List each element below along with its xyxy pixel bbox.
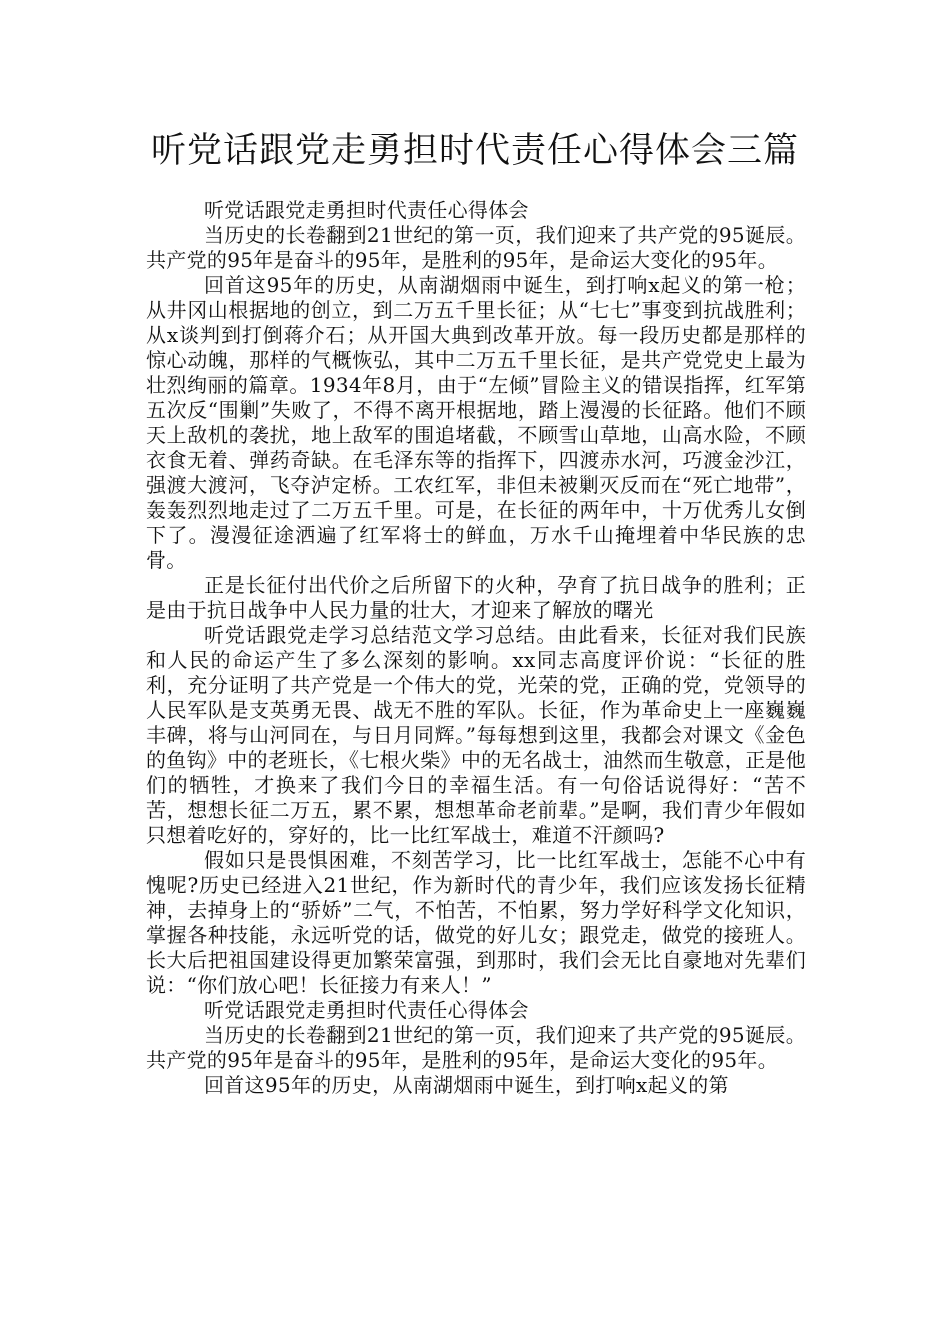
paragraph: 正是长征付出代价之后所留下的火种，孕育了抗日战争的胜利；正是由于抗日战争中人民力量的壮大，才迎来了解放的曙光 bbox=[146, 573, 806, 622]
section-heading: 听党话跟党走勇担时代责任心得体会 bbox=[204, 198, 529, 222]
paragraph: 听党话跟党走学习总结范文学习总结。由此看来，长征对我们民族和人民的命运产生了多么深刻的影响。xx同志高度评价说：“长征的胜利，充分证明了共产党是一个伟大的党，光荣的党，正确的党，党领导的人民军队是支英勇无畏、战无不胜的军队。长征，作为革命史上一座巍巍丰碑，将与山河同在，与日月同辉。”每每想到这里，我都会对课文《金色的鱼钩》中的老班长，《七根火柴》中的无名战士，油然而生敬意，正是他们的牺牲，才换来了我们今日的幸福生活。有一句俗话说得好：“苦不苦，想想长征二万五，累不累，想想革命老前辈。”是啊，我们青少年假如只想着吃好的，穿好的，比一比红军战士，难道不汗颜吗? bbox=[146, 623, 806, 847]
section-heading: 听党话跟党走勇担时代责任心得体会 bbox=[204, 998, 529, 1022]
paragraph: 当历史的长卷翻到21世纪的第一页，我们迎来了共产党的95诞辰。共产党的95年是奋斗的95年，是胜利的95年，是命运大变化的95年。 bbox=[146, 1023, 806, 1072]
paragraph: 回首这95年的历史，从南湖烟雨中诞生，到打响x起义的第一枪；从井冈山根据地的创立，到二万五千里长征；从“七七”事变到抗战胜利；从x谈判到打倒蒋介石；从开国大典到改革开放。每一段历史都是那样的惊心动魄，那样的气概恢弘，其中二万五千里长征，是共产党党史上最为壮烈绚丽的篇章。1934年8月，由于“左倾”冒险主义的错误指挥，红军第五次反“围剿”失败了，不得不离开根据地，踏上漫漫的长征路。他们不顾天上敌机的袭扰，地上敌军的围追堵截，不顾雪山草地，山高水险，不顾衣食无着、弹药奇缺。在毛泽东等的指挥下，四渡赤水河，巧渡金沙江，强渡大渡河，飞夺泸定桥。工农红军，非但未被剿灭反而在“死亡地带”，轰轰烈烈地走过了二万五千里。可是，在长征的两年中，十万优秀儿女倒下了。漫漫征途洒遍了红军将士的鲜血，万水千山掩埋着中华民族的忠骨。 bbox=[146, 273, 806, 572]
paragraph: 当历史的长卷翻到21世纪的第一页，我们迎来了共产党的95诞辰。共产党的95年是奋斗的95年，是胜利的95年，是命运大变化的95年。 bbox=[146, 223, 806, 272]
paragraph: 回首这95年的历史，从南湖烟雨中诞生，到打响x起义的第 bbox=[204, 1073, 729, 1097]
document-body bbox=[146, 198, 806, 1098]
paragraph: 假如只是畏惧困难，不刻苦学习，比一比红军战士，怎能不心中有愧呢?历史已经进入21世纪，作为新时代的青少年，我们应该发扬长征精神，去掉身上的“骄娇”二气，不怕苦，不怕累，努力学好科学文化知识，掌握各种技能，永远听党的话，做党的好儿女；跟党走，做党的接班人。长大后把祖国建设得更加繁荣富强，到那时，我们会无比自豪地对先辈们说：“你们放心吧！长征接力有来人！” bbox=[146, 848, 806, 997]
document-title: 听党话跟党走勇担时代责任心得体会三篇 bbox=[150, 131, 799, 171]
